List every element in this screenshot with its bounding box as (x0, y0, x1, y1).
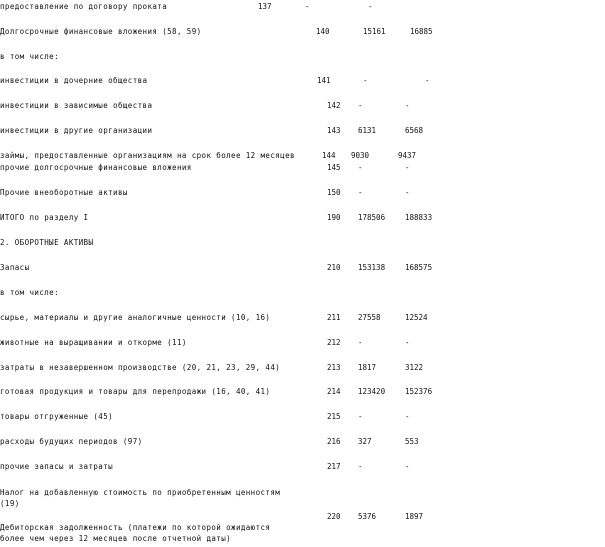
row-code: 212 (327, 338, 341, 347)
row-label: Дебиторская задолженность (платежи по которой ожидаются более чем через 12 месяцев после отчетной даты) (0, 523, 271, 543)
row-value-end: 6568 (405, 126, 424, 135)
row-label: готовая продукция и товары для перепродажи (16, 40, 41) (0, 387, 271, 396)
table-row (0, 288, 605, 300)
table-row (0, 52, 605, 64)
row-label: инвестиции в другие организации (0, 126, 153, 135)
row-value-end: - (425, 76, 430, 85)
row-value-start: - (358, 338, 363, 347)
row-label: инвестиции в зависимые общества (0, 101, 153, 110)
row-value-end: 1897 (405, 512, 424, 521)
row-code: 143 (327, 126, 341, 135)
table-row (0, 387, 605, 399)
row-value-start: 6131 (358, 126, 377, 135)
row-label: Запасы (0, 263, 30, 272)
table-row (0, 126, 605, 138)
table-row (0, 412, 605, 424)
row-value-start: - (358, 188, 363, 197)
row-code: 220 (327, 512, 341, 521)
row-value-start: 27558 (358, 313, 381, 322)
row-label: 2. ОБОРОТНЫЕ АКТИВЫ (0, 238, 94, 247)
row-label: Долгосрочные финансовые вложения (58, 59) (0, 27, 202, 36)
row-value-start: 123420 (358, 387, 386, 396)
row-label: прочие запасы и затраты (0, 462, 114, 471)
row-label: сырье, материалы и другие аналогичные ценности (10, 16) (0, 313, 271, 322)
row-value-start: - (305, 2, 310, 11)
row-label: Прочие внеоборотные активы (0, 188, 128, 197)
row-label: затраты в незавершенном производстве (20, 21, 23, 29, 44) (0, 363, 281, 372)
row-label: животные на выращивании и откорме (11) (0, 338, 187, 347)
row-code: 150 (327, 188, 341, 197)
row-value-start: 9030 (351, 151, 370, 160)
table-row (0, 338, 605, 350)
row-code: 213 (327, 363, 341, 372)
row-value-end: - (405, 412, 410, 421)
row-code: 215 (327, 412, 341, 421)
row-code: 137 (258, 2, 272, 11)
row-value-start: - (363, 76, 368, 85)
row-value-end: - (405, 101, 410, 110)
row-code: 211 (327, 313, 341, 322)
row-value-end: - (405, 338, 410, 347)
row-label: расходы будущих периодов (97) (0, 437, 143, 446)
table-row (0, 263, 605, 275)
table-row-receivables (0, 522, 605, 546)
table-row (0, 151, 605, 163)
table-row (0, 27, 605, 39)
table-row (0, 363, 605, 375)
row-value-start: 327 (358, 437, 372, 446)
row-value-end: - (405, 163, 410, 172)
row-value-start: 1817 (358, 363, 377, 372)
row-code: 141 (317, 76, 331, 85)
row-code: 210 (327, 263, 341, 272)
row-value-end: - (368, 2, 373, 11)
row-value-start: - (358, 101, 363, 110)
row-label: Налог на добавленную стоимость по приобретенным ценностям (19) (0, 488, 281, 508)
table-row (0, 437, 605, 449)
section-heading (0, 238, 605, 250)
row-code: 190 (327, 213, 341, 222)
row-value-end: 12524 (405, 313, 428, 322)
table-row (0, 76, 605, 88)
row-label: в том числе: (0, 288, 59, 297)
row-label: предоставление по договору проката (0, 2, 168, 11)
row-value-start: 153138 (358, 263, 386, 272)
table-row (0, 188, 605, 200)
row-code: 145 (327, 163, 341, 172)
row-label: в том числе: (0, 52, 59, 61)
row-value-start: 178506 (358, 213, 386, 222)
table-row-total (0, 213, 605, 225)
table-row (0, 2, 605, 14)
row-code: 214 (327, 387, 341, 396)
row-value-start: 5376 (358, 512, 377, 521)
row-label: займы, предоставленные организациям на срок более 12 месяцев (0, 151, 295, 160)
row-value-start: - (358, 412, 363, 421)
table-row (0, 163, 605, 175)
row-value-end: 16885 (410, 27, 433, 36)
row-value-end: 3122 (405, 363, 424, 372)
table-row (0, 313, 605, 325)
row-code: 217 (327, 462, 341, 471)
row-value-start: - (358, 462, 363, 471)
row-label: ИТОГО по разделу I (0, 213, 89, 222)
row-value-end: 9437 (398, 151, 417, 160)
table-row (0, 101, 605, 113)
row-value-end: 152376 (405, 387, 433, 396)
row-label: прочие долгосрочные финансовые вложения (0, 163, 192, 172)
row-code: 216 (327, 437, 341, 446)
row-value-start: - (358, 163, 363, 172)
row-value-end: - (405, 188, 410, 197)
row-code: 140 (316, 27, 330, 36)
row-value-end: - (405, 462, 410, 471)
row-value-end: 553 (405, 437, 419, 446)
row-label: инвестиции в дочерние общества (0, 76, 148, 85)
row-label: товары отгруженные (45) (0, 412, 114, 421)
table-row-vat (0, 487, 605, 511)
table-row (0, 462, 605, 474)
row-code: 144 (322, 151, 336, 160)
row-value-start: 15161 (363, 27, 386, 36)
row-value-end: 168575 (405, 263, 433, 272)
row-code: 142 (327, 101, 341, 110)
row-value-end: 188833 (405, 213, 433, 222)
